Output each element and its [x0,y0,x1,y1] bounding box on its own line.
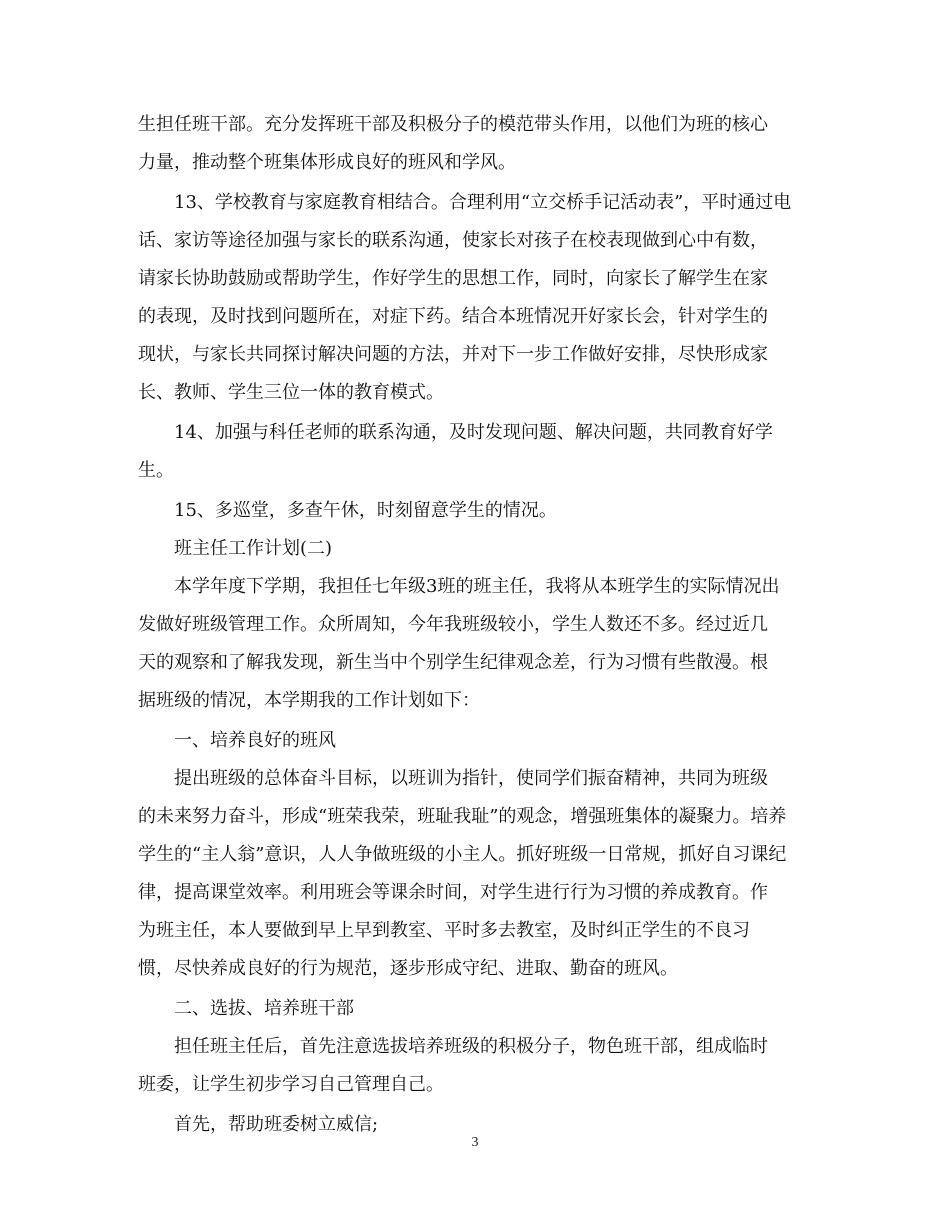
text-line: 力量，推动整个班集体形成良好的班风和学风。 [138,152,516,173]
page-number: 3 [471,1135,479,1150]
text-line: 现状，与家长共同探讨解决问题的方法，并对下一步工作做好安排，尽快形成家 [138,344,768,365]
section-heading-class-leaders [138,990,818,1028]
paragraph-item-14 [138,414,818,490]
paragraph-class-leaders-continued [138,106,818,182]
text-line: 的未来努力奋斗，形成“班荣我荣，班耻我耻”的观念，增强班集体的凝聚力。培养 [138,806,787,827]
text-line: 担任班主任后，首先注意选拔培养班级的积极分子，物色班干部，组成临时 [174,1036,768,1057]
paragraph-item-13 [138,184,818,412]
text-line: 生担任班干部。充分发挥班干部及积极分子的模范带头作用，以他们为班的核心 [138,114,768,135]
text-line: 据班级的情况，本学期我的工作计划如下： [138,690,480,711]
text-line: 话、家访等途径加强与家长的联系沟通，使家长对孩子在校表现做到心中有数， [138,230,768,251]
paragraph-class-leaders [138,1028,818,1104]
text-line: 13、学校教育与家庭教育相结合。合理利用“立交桥手记活动表”，平时通过电 [174,192,792,213]
text-line: 首先，帮助班委树立威信; [174,1114,379,1135]
text-line: 生。 [138,460,174,481]
heading-line: 班主任工作计划(二) [174,538,333,559]
section-title-plan-two [138,530,818,568]
paragraph-class-spirit [138,760,818,988]
text-line: 15、多巡堂，多查午休，时刻留意学生的情况。 [174,500,557,521]
text-line: 发做好班级管理工作。众所周知，今年我班级较小，学生人数还不多。经过近几 [138,614,768,635]
paragraph-item-15 [138,492,818,530]
paragraph-intro [138,568,818,720]
text-line: 长、教师、学生三位一体的教育模式。 [138,382,444,403]
text-line: 14、加强与科任老师的联系沟通，及时发现问题、解决问题，共同教育好学 [174,422,773,443]
text-line: 天的观察和了解我发现，新生当中个别学生纪律观念差，行为习惯有些散漫。根 [138,652,768,673]
heading-line: 一、培养良好的班风 [174,730,336,751]
text-line: 请家长协助鼓励或帮助学生，作好学生的思想工作，同时，向家长了解学生在家 [138,268,768,289]
text-line: 班委，让学生初步学习自己管理自己。 [138,1074,444,1095]
text-line: 为班主任，本人要做到早上早到教室、平时多去教室，及时纠正学生的不良习 [138,920,750,941]
text-line: 学生的“主人翁”意识，人人争做班级的小主人。抓好班级一日常规，抓好自习课纪 [138,844,787,865]
text-line: 惯，尽快养成良好的行为规范，逐步形成守纪、进取、勤奋的班风。 [138,958,678,979]
text-line: 本学年度下学期，我担任七年级3班的班主任，我将从本班学生的实际情况出 [174,576,780,597]
text-line: 律，提高课堂效率。利用班会等课余时间，对学生进行行为习惯的养成教育。作 [138,882,768,903]
text-line: 提出班级的总体奋斗目标，以班训为指针，使同学们振奋精神，共同为班级 [174,768,768,789]
heading-line: 二、选拔、培养班干部 [174,998,354,1019]
section-heading-class-spirit [138,722,818,760]
text-line: 的表现，及时找到问题所在，对症下药。结合本班情况开好家长会，针对学生的 [138,306,768,327]
